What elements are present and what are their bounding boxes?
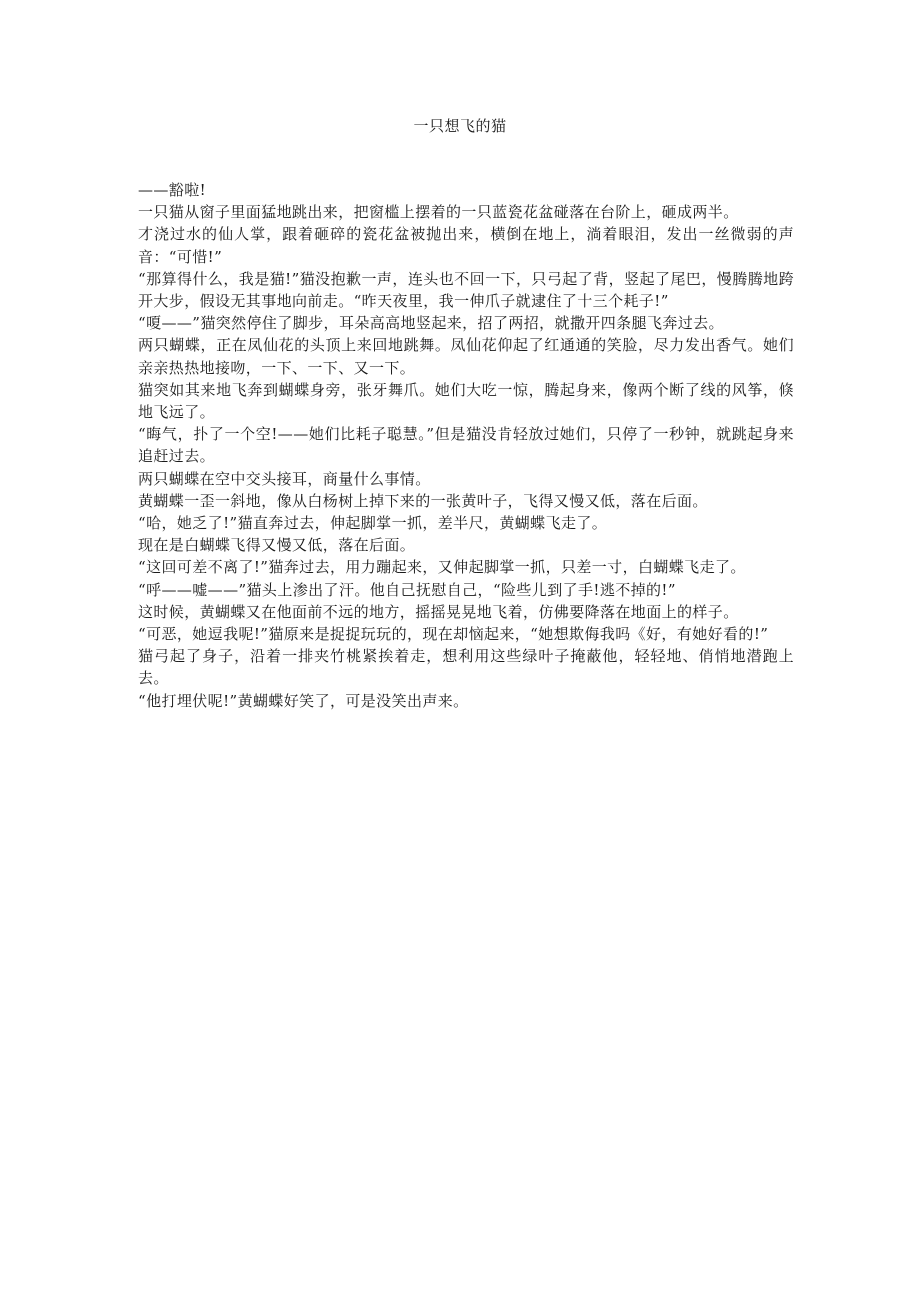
paragraph: 一只猫从窗子里面猛地跳出来，把窗槛上摆着的一只蓝瓷花盆碰落在台阶上，砸成两半。 [138,203,739,222]
paragraph: 现在是白蝴蝶飞得又慢又低，落在后面。 [138,536,416,555]
paragraph: ——豁啦! [138,181,207,199]
document-body [138,179,794,712]
paragraph: “晦气，扑了一个空!——她们比耗子聪慧。”但是猫没肯轻放过她们，只停了一秒钟，就跳起身来追赶过去。 [138,425,794,466]
paragraph: “呼——嘘——”猫头上渗出了汗。他自己抚慰自己，“险些儿到了手!逃不掉的!” [138,580,676,599]
paragraph: “那算得什么，我是猫!”猫没抱歉一声，连头也不回一下，只弓起了背，竖起了尾巴，慢腾腾地跨开大步，假设无其事地向前走。“昨天夜里，我一伸爪子就逮住了十三个耗子!” [138,269,794,311]
paragraph: 猫弓起了身子，沿着一排夹竹桃紧挨着走，想利用这些绿叶子掩蔽他，轻轻地、俏悄地潜跑上去。 [138,647,794,688]
document-title: 一只想飞的猫 [413,117,507,135]
paragraph: 这时候，黄蝴蝶又在他面前不远的地方，摇摇晃晃地飞着，仿佛要降落在地面上的样子。 [138,602,739,621]
paragraph: 两只蝴蝶，正在凤仙花的头顶上来回地跳舞。凤仙花仰起了红通通的笑脸，尽力发出香气。她们亲亲热热地接吻，一下、一下、又一下。 [138,336,794,377]
paragraph: “嗄——”猫突然停住了脚步，耳朵高高地竖起来，招了两招，就撒开四条腿飞奔过去。 [138,314,724,333]
paragraph: 两只蝴蝶在空中交头接耳，商量什么事情。 [138,469,431,488]
paragraph: 才浇过水的仙人掌，跟着砸碎的瓷花盆被抛出来，横倒在地上，淌着眼泪，发出一丝微弱的声音：“可惜!” [138,225,794,266]
paragraph: “哈，她乏了!”猫直奔过去，伸起脚掌一抓，差半尺，黄蝴蝶飞走了。 [138,514,608,533]
paragraph: 黄蝴蝶一歪一斜地，像从白杨树上掉下来的一张黄叶子，飞得又慢又低，落在后面。 [138,491,708,510]
paragraph: “这回可差不离了!”猫奔过去，用力蹦起来，又伸起脚掌一抓，只差一寸，白蝴蝶飞走了。 [138,558,746,577]
paragraph: “可恶，她逗我呢!”猫原来是捉捉玩玩的，现在却恼起来，“她想欺侮我吗《好，有她好看的!” [138,625,769,644]
paragraph: “他打埋伏呢!”黄蝴蝶好笑了，可是没笑出声来。 [138,691,469,710]
paragraph: 猫突如其来地飞奔到蝴蝶身旁，张牙舞爪。她们大吃一惊，腾起身来，像两个断了线的风筝，倏地飞远了。 [138,380,794,422]
